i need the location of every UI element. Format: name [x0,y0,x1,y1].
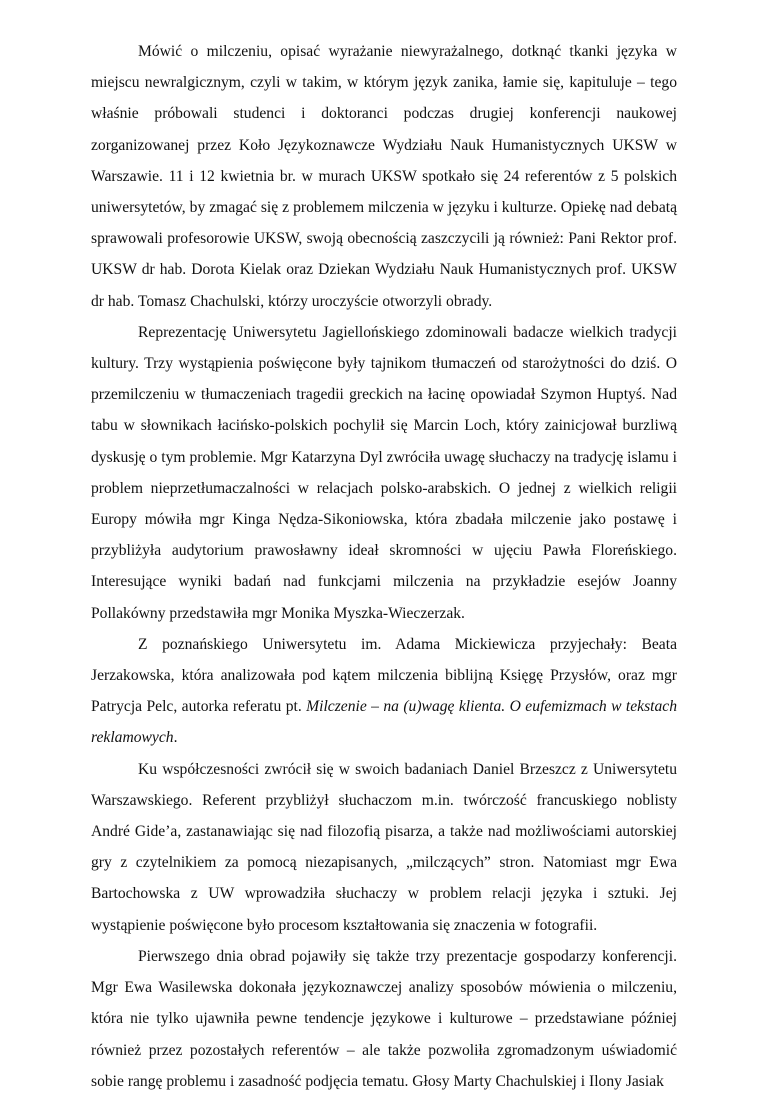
paragraph-uj: Reprezentację Uniwersytetu Jagiellońskiego zdominowali badacze wielkich tradycji kultury. Trzy wystąpienia poświęcone były tajnikom tłumaczeń od starożytności do dziś. O przemilczeniu w tłumaczeniach tragedii greckich na łacinę opowiadał Szymon Huptyś. Nad tabu w słownikach łacińsko-polskich pochylił się Marcin Loch, który zainicjował burzliwą dyskusję o tym problemie. Mgr Katarzyna Dyl zwróciła uwagę słuchaczy na tradycję islamu i problem nieprzetłumaczalności w relacjach polsko-arabskich. O jednej z wielkich religii Europy mówiła mgr Kinga Nędza-Sikoniowska, która zbadała milczenie jako postawę i przybliżyła audytorium prawosławny ideał skromności w ujęciu Pawła Floreńskiego. Interesujące wyniki badań nad funkcjami milczenia na przykładzie esejów Joanny Pollakówny przedstawiła mgr Monika Myszka-Wieczerzak. [91,323,677,622]
document-page [91,36,677,1097]
paragraph-uw: Ku współczesności zwrócił się w swoich badaniach Daniel Brzeszcz z Uniwersytetu Warszawskiego. Referent przybliżył słuchaczom m.in. twórczość francuskiego noblisty André Gide’a, zastanawiając się nad filozofią pisarza, a także nad możliwościami autorskiej gry z czytelnikiem za pomocą niezapisanych, „milczących” stron. Natomiast mgr Ewa Bartochowska z UW wprowadziła słuchaczy w problem relacji języka i sztuki. Jej wystąpienie poświęcone było procesom kształtowania się znaczenia w fotografii. [91,760,677,934]
paragraph-uam-text: Z poznańskiego Uniwersytetu im. Adama Mickiewicza przyjechały: Beata Jerzakowska, która analizowała pod kątem milczenia biblijną Księgę Przysłów, oraz mgr Patrycja Pelc, autorka referatu pt. [91,635,677,716]
paragraph-intro: Mówić o milczeniu, opisać wyrażanie niewyrażalnego, dotknąć tkanki języka w miejscu newralgicznym, czyli w takim, w którym język zanika, łamie się, kapituluje – tego właśnie próbowali studenci i doktoranci podczas drugiej konferencji naukowej zorganizowanej przez Koło Językoznawcze Wydziału Nauk Humanistycznych UKSW w Warszawie. 11 i 12 kwietnia br. w murach UKSW spotkało się 24 referentów z 5 polskich uniwersytetów, by zmagać się z problemem milczenia w języku i kulturze. Opiekę nad debatą sprawowali profesorowie UKSW, swoją obecnością zaszczycili ją również: Pani Rektor prof. UKSW dr hab. Dorota Kielak oraz Dziekan Wydziału Nauk Humanistycznych prof. UKSW dr hab. Tomasz Chachulski, którzy uroczyście otworzyli obrady. [91,43,677,310]
paper-title-italic: Milczenie – na (u)wagę klienta. O eufemizmach w tekstach reklamowych [91,698,677,747]
paragraph-uam-end: . [173,729,178,747]
paragraph-uam [91,629,677,754]
paragraph-hosts: Pierwszego dnia obrad pojawiły się także trzy prezentacje gospodarzy konferencji. Mgr Ewa Wasilewska dokonała językoznawczej analizy sposobów mówienia o milczeniu, która nie tylko ujawniła pewne tendencje językowe i kulturowe – przedstawiane później również przez pozostałych referentów – ale także pozwoliła zgromadzonym uświadomić sobie rangę problemu i zasadność podjęcia tematu. Głosy Marty Chachulskiej i Ilony Jasiak [91,947,677,1090]
